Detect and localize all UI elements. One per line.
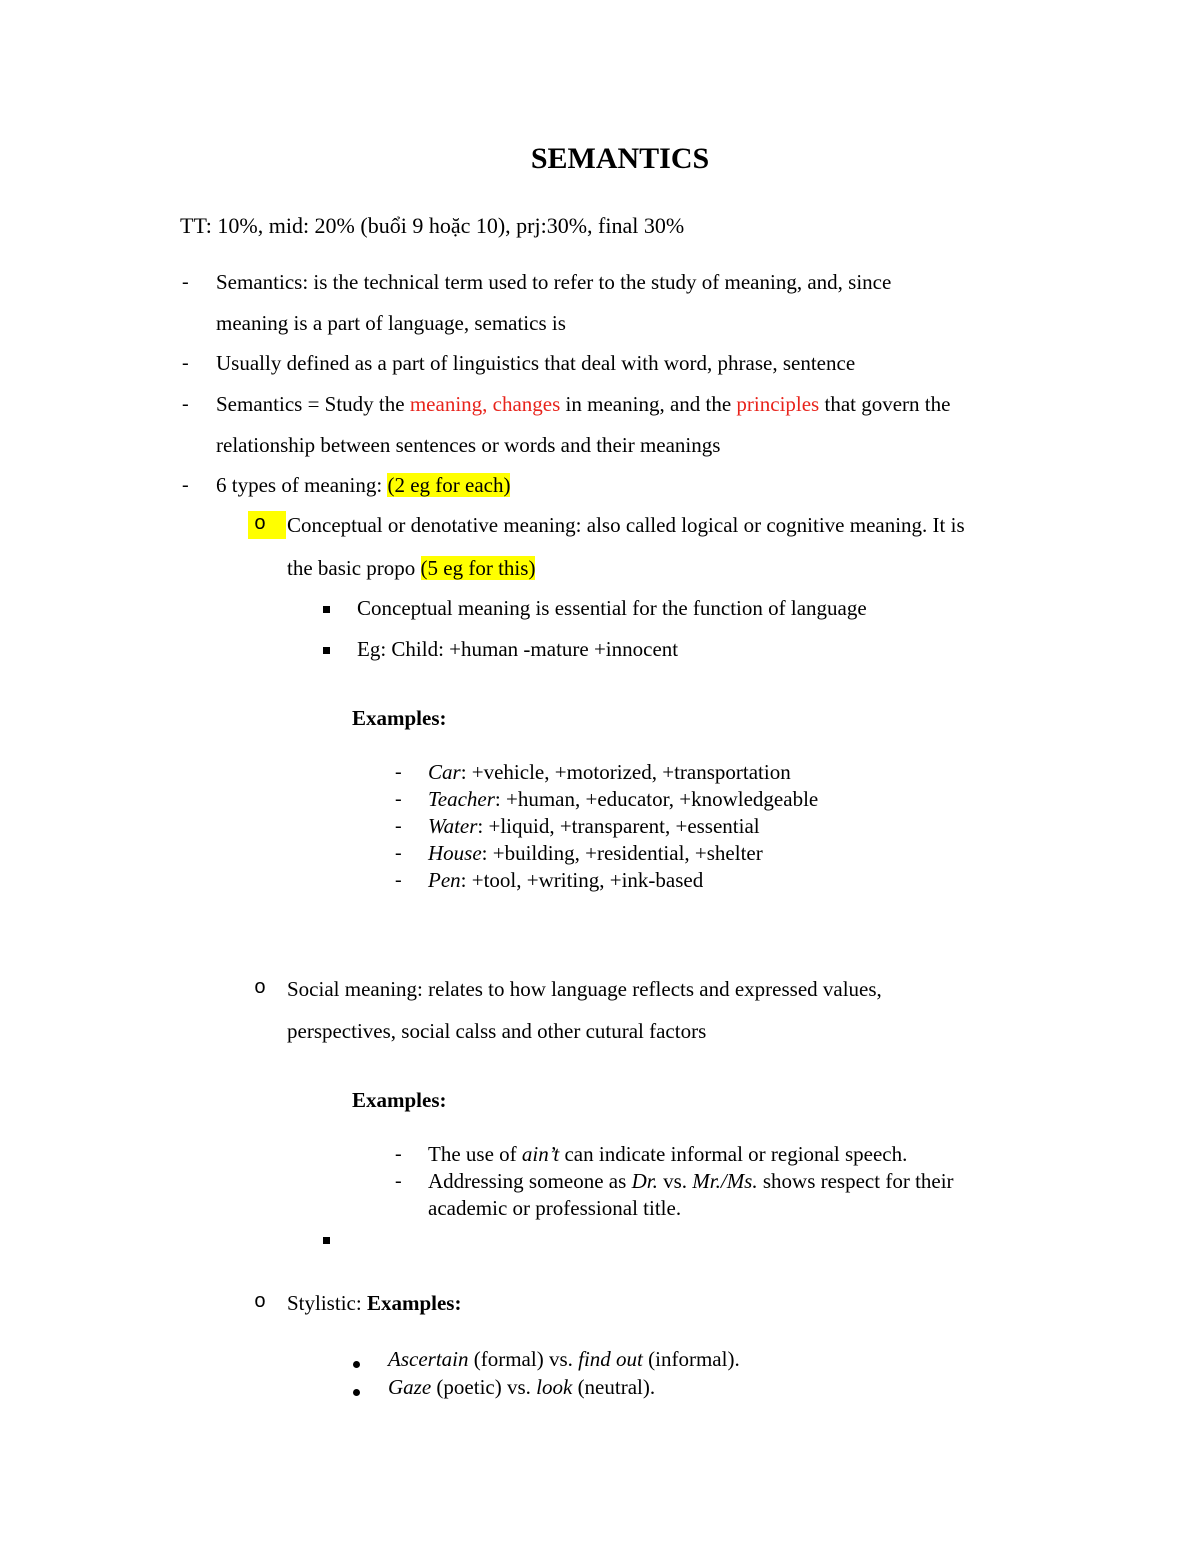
bullet-1-line-1: Semantics: is the technical term used to refer to the study of meaning, and, since [216,270,892,294]
examples-label: Examples: [366,1291,462,1315]
text-run: vs. [657,1169,693,1193]
text-run: shows respect for their [757,1169,954,1193]
stylistic-example-1 [388,1345,740,1373]
social-line-2: perspectives, social calss and other cutural factors [287,1019,707,1043]
social-example-2-line-2: academic or professional title. [428,1196,682,1220]
text-run: can indicate informal or regional speech. [559,1142,908,1166]
text-run: the basic propo [287,556,421,580]
text-run: 6 types of meaning: [216,473,388,497]
dash-bullet: - [182,474,189,496]
bullet-3-line-2: relationship between sentences or words and their meanings [216,433,721,457]
dash-bullet: - [395,815,402,837]
circle-bullet: o [254,1291,267,1314]
stylistic-example-2 [388,1373,655,1401]
highlighted-note: (2 eg for each) [387,473,511,497]
dash-bullet: - [182,352,189,374]
social-example-1 [428,1140,907,1168]
text-run: (poetic) vs. [431,1375,537,1399]
example-item [428,839,763,867]
example-features: : +building, +residential, +shelter [481,841,763,865]
circle-bullet-highlighted: o [248,511,286,539]
italic-term: find out [578,1347,643,1371]
conceptual-line-1: Conceptual or denotative meaning: also called logical or cognitive meaning. It is [287,513,965,537]
bullet-3-line-1 [216,390,950,418]
text-run: Addressing someone as [428,1169,632,1193]
example-item [428,758,791,786]
conceptual-line-2 [287,554,535,582]
italic-term: Dr. [631,1169,658,1193]
red-term: principles [736,392,820,416]
example-word: Teacher [428,787,495,811]
bullet-1-line-2: meaning is a part of language, sematics is [216,311,566,335]
dot-bullet-icon [353,1383,360,1401]
italic-term: ain’t [521,1142,560,1166]
example-word: Car [428,760,461,784]
conceptual-sub-2: Eg: Child: +human -mature +innocent [357,637,679,661]
example-item [428,785,818,813]
examples-label: Examples: [352,706,447,730]
italic-term: Gaze [388,1375,432,1399]
text-run: (neutral). [572,1375,656,1399]
dash-bullet: - [395,869,402,891]
square-bullet-icon [323,641,330,659]
italic-term: look [536,1375,573,1399]
dash-bullet: - [395,788,402,810]
example-word: Water [428,814,478,838]
social-line-1: Social meaning: relates to how language reflects and expressed values, [287,977,882,1001]
dash-bullet: - [395,842,402,864]
square-bullet-icon [323,600,330,618]
stylistic-line [287,1289,461,1317]
text-run: The use of [428,1142,522,1166]
highlighted-note: (5 eg for this) [420,556,536,580]
example-features: : +human, +educator, +knowledgeable [494,787,819,811]
bullet-2: Usually defined as a part of linguistics that deal with word, phrase, sentence [216,351,856,375]
dash-bullet: - [395,761,402,783]
example-features: : +tool, +writing, +ink-based [460,868,704,892]
text-run: that govern the [819,392,951,416]
example-features: : +vehicle, +motorized, +transportation [460,760,791,784]
red-term: meaning, changes [409,392,561,416]
text-run: Stylistic: [287,1291,367,1315]
social-example-2 [428,1167,954,1195]
example-item [428,866,703,894]
text-run: in meaning, and the [560,392,737,416]
grading-line: TT: 10%, mid: 20% (buổi 9 hoặc 10), prj:30%, final 30% [180,213,685,238]
text-run: (formal) vs. [468,1347,579,1371]
page-title: SEMANTICS [530,142,710,175]
conceptual-sub-1: Conceptual meaning is essential for the function of language [357,596,867,620]
dash-bullet: - [395,1143,402,1165]
text-run: Semantics = Study the [216,392,410,416]
italic-term: Mr./Ms. [692,1169,758,1193]
dash-bullet: - [182,271,189,293]
bullet-4 [216,471,510,499]
dot-bullet-icon [353,1355,360,1373]
circle-bullet: o [254,977,267,1000]
examples-label: Examples: [352,1088,447,1112]
example-word: Pen [428,868,461,892]
italic-term: Ascertain [388,1347,469,1371]
example-item [428,812,760,840]
example-features: : +liquid, +transparent, +essential [477,814,760,838]
dash-bullet: - [395,1170,402,1192]
text-run: (informal). [642,1347,740,1371]
example-word: House [428,841,482,865]
square-bullet-icon [323,1231,330,1249]
dash-bullet: - [182,393,189,415]
